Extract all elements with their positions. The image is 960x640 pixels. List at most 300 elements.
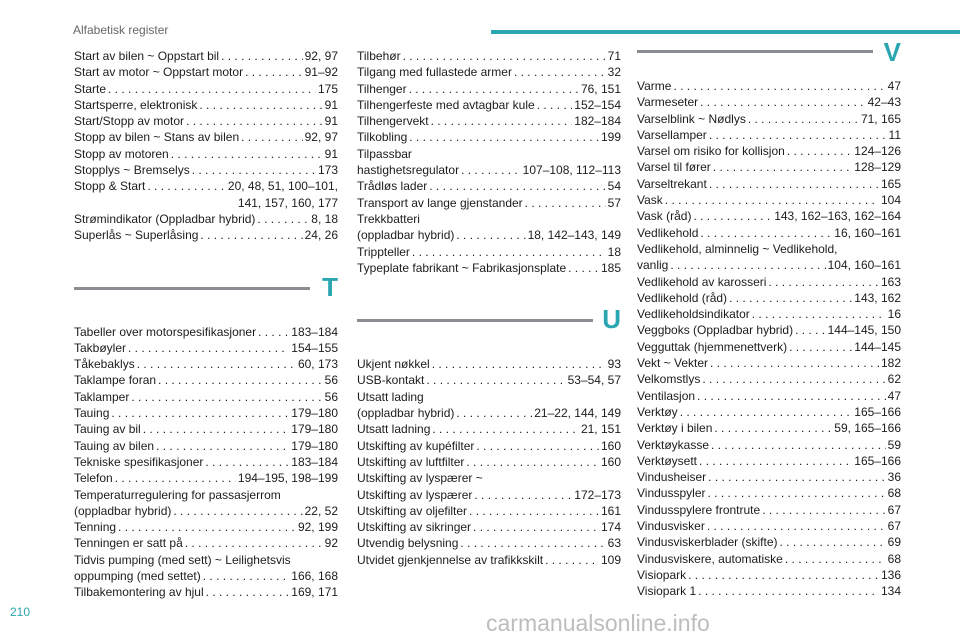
- index-entry: [74, 519, 338, 535]
- dot-leader: [199, 97, 322, 113]
- section-rule: [357, 319, 593, 322]
- entry-term: Tilhengervekt: [357, 114, 429, 129]
- index-entry: [637, 551, 901, 567]
- entry-pages: 182: [880, 356, 901, 371]
- index-entry: [357, 454, 621, 470]
- entry-pages: 18: [607, 244, 621, 259]
- entry-term: Telefon: [74, 471, 113, 486]
- dot-leader: [426, 372, 565, 388]
- entry-pages: 11: [888, 127, 901, 142]
- dot-leader: [710, 355, 879, 371]
- index-column-3: [637, 32, 901, 600]
- entry-pages: 36: [887, 470, 901, 485]
- index-entry: [357, 162, 621, 178]
- dot-leader: [203, 568, 290, 584]
- index-entry: [637, 437, 901, 453]
- entry-term: Utvidet gjenkjennelse av trafikkskilt: [357, 552, 544, 567]
- entry-pages: 69: [887, 535, 901, 550]
- index-entry: [74, 340, 338, 356]
- entry-term: Utsatt ladning: [357, 422, 431, 437]
- dot-leader: [707, 485, 885, 501]
- entry-term: Start av bilen ~ Oppstart bil: [74, 49, 220, 63]
- dot-leader: [688, 567, 879, 583]
- dot-leader: [795, 322, 826, 338]
- dot-leader: [709, 127, 887, 143]
- dot-leader: [514, 64, 606, 80]
- index-entry: [74, 356, 338, 372]
- index-entry: [637, 518, 901, 534]
- index-entry: [74, 146, 338, 162]
- index-entry: [637, 208, 901, 224]
- index-entry: [637, 404, 901, 420]
- index-entry: [637, 567, 901, 583]
- index-entry: [74, 438, 338, 454]
- index-entry: [357, 64, 621, 80]
- entry-term: Takbøyler: [74, 340, 127, 355]
- index-column-2: [357, 48, 621, 568]
- dot-leader: [699, 453, 852, 469]
- entry-pages: 71, 165: [860, 111, 901, 126]
- entry-term: Varme: [637, 79, 672, 93]
- dot-leader: [665, 192, 879, 208]
- entry-term: Starte: [74, 81, 107, 96]
- entry-pages: 160: [600, 454, 621, 469]
- section-letter: U: [602, 304, 621, 335]
- entry-pages: 16: [887, 307, 901, 322]
- dot-leader: [143, 421, 290, 437]
- dot-leader: [241, 129, 303, 145]
- entry-term: Vekt ~ Vekter: [637, 356, 709, 371]
- dot-leader: [173, 503, 302, 519]
- index-entry: [74, 372, 338, 388]
- entry-pages: 21, 151: [580, 422, 621, 437]
- entry-pages: 172–173: [574, 487, 621, 502]
- entry-term: Verktøy i bilen: [637, 421, 713, 436]
- entry-pages: 182–184: [574, 114, 621, 129]
- index-entry: [74, 389, 338, 405]
- entry-pages: 91: [324, 97, 338, 112]
- dot-leader: [403, 48, 606, 64]
- entry-pages: 109: [600, 552, 621, 567]
- entry-term: Tauing av bilen: [74, 438, 155, 453]
- dot-leader: [787, 143, 852, 159]
- dot-leader: [461, 162, 521, 178]
- index-entry: [357, 195, 621, 211]
- dot-leader: [409, 129, 599, 145]
- dot-leader: [713, 159, 852, 175]
- entry-term: hastighetsregulator: [357, 163, 460, 178]
- entry-term: Ventilasjon: [637, 388, 696, 403]
- index-entry: [637, 469, 901, 485]
- index-entry: [637, 485, 901, 501]
- index-list: [357, 48, 621, 276]
- entry-pages: 165–166: [854, 404, 901, 419]
- entry-pages: 57: [607, 195, 621, 210]
- entry-pages: 56: [324, 373, 338, 388]
- index-entry: [357, 405, 621, 421]
- entry-term: Visiopark 1: [637, 584, 697, 599]
- entry-pages: 47: [887, 388, 901, 403]
- index-entry: [357, 487, 621, 503]
- entry-term: vanlig: [637, 258, 669, 273]
- index-entry: [74, 405, 338, 421]
- section-letter: T: [322, 271, 338, 302]
- dot-leader: [752, 306, 886, 322]
- section-rule: [74, 287, 310, 290]
- dot-leader: [680, 404, 853, 420]
- index-entry: [637, 534, 901, 550]
- dot-leader: [469, 503, 599, 519]
- dot-leader: [432, 356, 606, 372]
- index-entry: [74, 211, 338, 227]
- index-entry: [357, 178, 621, 194]
- entry-term: Tenningen er satt på: [74, 536, 183, 551]
- entry-term: Tilbehør: [357, 49, 401, 63]
- entry-term: Tabeller over motorspesifikasjoner: [74, 324, 257, 339]
- index-list: [74, 48, 338, 244]
- entry-term: Taklampe foran: [74, 373, 157, 388]
- index-entry: [637, 453, 901, 469]
- entry-term: Startsperre, elektronisk: [74, 97, 198, 112]
- entry-term: Typeplate fabrikant ~ Fabrikasjonsplate: [357, 260, 567, 275]
- dot-leader: [476, 438, 599, 454]
- dot-leader: [158, 372, 323, 388]
- entry-term: Vindusviskere, automatiske: [637, 551, 783, 566]
- dot-leader: [131, 389, 322, 405]
- index-entry: [637, 143, 901, 159]
- dot-leader: [537, 97, 573, 113]
- entry-pages: 16, 160–161: [834, 225, 901, 240]
- entry-term: Vegguttak (hjemmenettverk): [637, 339, 788, 354]
- section-header-u: [357, 288, 621, 356]
- entry-term: (oppladbar hybrid): [357, 228, 455, 243]
- entry-pages: 107–108, 112–113: [522, 163, 621, 178]
- entry-pages: 143, 162–163, 162–164: [774, 209, 901, 224]
- index-entry: [74, 113, 338, 129]
- index-entry: [357, 244, 621, 260]
- index-entry: [74, 64, 338, 80]
- entry-term: Tåkebaklys: [74, 357, 135, 372]
- index-entry: [357, 48, 621, 64]
- entry-term: Vedlikehold av karosseri: [637, 274, 767, 289]
- index-entry: [357, 260, 621, 276]
- entry-term: Varmeseter: [637, 95, 699, 110]
- index-entry: [357, 227, 621, 243]
- entry-pages: 173: [317, 163, 338, 178]
- entry-term: Utvendig belysning: [357, 536, 459, 551]
- entry-term: Trådløs lader: [357, 179, 428, 194]
- entry-term: Tilgang med fullastede armer: [357, 65, 512, 80]
- dot-leader: [185, 535, 323, 551]
- dot-leader: [466, 454, 599, 470]
- entry-pages: 53–54, 57: [567, 373, 621, 388]
- entry-pages: 163: [880, 274, 901, 289]
- index-entry: [357, 97, 621, 113]
- dot-leader: [762, 502, 885, 518]
- index-entry: [74, 97, 338, 113]
- dot-leader: [525, 195, 606, 211]
- entry-term: Varselblink ~ Nødlys: [637, 111, 746, 126]
- index-entry: [637, 225, 901, 241]
- entry-term: Utskifting av luftfilter: [357, 454, 465, 469]
- entry-term: Vedlikeholdsindikator: [637, 307, 750, 322]
- entry-pages: 92, 199: [297, 520, 338, 535]
- dot-leader: [128, 340, 289, 356]
- index-entry: [74, 584, 338, 600]
- section-rule: [637, 50, 873, 53]
- entry-term: Verktøy: [637, 404, 678, 419]
- dot-leader: [702, 371, 885, 387]
- index-entry: [637, 306, 901, 322]
- entry-pages: 63: [607, 536, 621, 551]
- entry-pages: 59, 165–166: [834, 421, 901, 436]
- dot-leader: [186, 113, 323, 129]
- entry-pages: 179–180: [291, 406, 338, 421]
- entry-term: Taklamper: [74, 389, 130, 404]
- entry-pages: 179–180: [291, 422, 338, 437]
- entry-term: Start/Stopp av motor: [74, 114, 185, 129]
- entry-pages: 165–166: [854, 453, 901, 468]
- entry-pages: 174: [600, 520, 621, 535]
- index-entry: [74, 421, 338, 437]
- entry-term: Varsel til fører: [637, 160, 711, 175]
- dot-leader: [257, 211, 309, 227]
- entry-pages: 93: [607, 357, 621, 372]
- entry-term-line: Tidvis pumping (med sett) ~ Leilighetsvis: [74, 552, 291, 567]
- index-entry: [637, 78, 901, 94]
- index-list: [357, 356, 621, 568]
- index-entry: [357, 356, 621, 372]
- dot-leader: [729, 290, 852, 306]
- dot-leader: [673, 78, 885, 94]
- dot-leader: [221, 48, 303, 64]
- entry-term: Utskifting av lyspærer: [357, 487, 473, 502]
- dot-leader: [707, 518, 886, 534]
- entry-pages: 62: [887, 372, 901, 387]
- entry-pages: 175: [317, 81, 338, 96]
- index-entry: [637, 322, 901, 338]
- index-entry: [637, 420, 901, 436]
- entry-pages: 67: [887, 502, 901, 517]
- index-entry: [357, 535, 621, 551]
- entry-pages: 144–145: [854, 339, 901, 354]
- entry-pages: 59: [887, 437, 901, 452]
- entry-term: Tilbakemontering av hjul: [74, 585, 204, 600]
- entry-term: Stopp & Start: [74, 179, 146, 194]
- page-number: 210: [10, 605, 31, 619]
- index-entry: [637, 339, 901, 355]
- entry-pages: 143, 162: [854, 290, 901, 305]
- index-column-1: [74, 48, 338, 601]
- entry-term: Vindusviskerblader (skifte): [637, 535, 778, 550]
- index-entry: [74, 227, 338, 243]
- section-header-v: [637, 32, 901, 78]
- entry-term-line: Vedlikehold, alminnelig ~ Vedlikehold,: [637, 241, 838, 256]
- entry-pages: 22, 52: [304, 503, 338, 518]
- dot-leader: [709, 176, 879, 192]
- index-entry: [357, 81, 621, 97]
- entry-term: Tilhengerfeste med avtagbar kule: [357, 97, 535, 112]
- entry-term: Utskifting av sikringer: [357, 520, 472, 535]
- entry-pages: 18, 142–143, 149: [527, 228, 621, 243]
- entry-term-line: Utsatt lading: [357, 389, 424, 404]
- index-entry: [74, 503, 338, 519]
- index-entry: [637, 583, 901, 599]
- entry-term: Stopplys ~ Bremselys: [74, 163, 190, 178]
- entry-term: Trippteller: [357, 244, 410, 259]
- entry-pages: 166, 168: [291, 569, 338, 584]
- index-entry: [637, 371, 901, 387]
- entry-pages: 91–92: [304, 65, 338, 80]
- dot-leader: [156, 438, 289, 454]
- entry-term: Vedlikehold: [637, 225, 699, 240]
- entry-term: oppumping (med settet): [74, 569, 201, 584]
- entry-pages: 47: [887, 79, 901, 93]
- dot-leader: [115, 470, 236, 486]
- index-entry: [74, 178, 338, 194]
- dot-leader: [670, 257, 825, 273]
- entry-term: Vindusvisker: [637, 519, 705, 534]
- dot-leader: [714, 420, 832, 436]
- entry-pages: 21–22, 144, 149: [534, 406, 621, 421]
- entry-pages: 42–43: [867, 95, 901, 110]
- entry-pages: 194–195, 198–199: [237, 471, 338, 486]
- entry-term: Vask: [637, 193, 663, 208]
- dot-leader: [460, 535, 605, 551]
- index-entry: [74, 454, 338, 470]
- dot-leader: [698, 583, 879, 599]
- dot-leader: [431, 113, 573, 129]
- dot-leader: [245, 64, 303, 80]
- entry-pages: 67: [887, 519, 901, 534]
- entry-pages: 8, 18: [311, 211, 338, 226]
- entry-term: Utskifting av kupéfilter: [357, 438, 475, 453]
- dot-leader: [137, 356, 296, 372]
- dot-leader: [474, 487, 572, 503]
- entry-term: Tekniske spesifikasjoner: [74, 454, 204, 469]
- entry-term-line: Tilpassbar: [357, 146, 412, 161]
- index-list: [74, 324, 338, 601]
- section-header-t: [74, 256, 338, 324]
- index-entry: [357, 421, 621, 437]
- index-entry: [74, 162, 338, 178]
- dot-leader: [456, 227, 525, 243]
- index-entry: [74, 470, 338, 486]
- entry-term: Vindusspyler: [637, 486, 706, 501]
- index-entry: [637, 111, 901, 127]
- entry-term: Verktøykasse: [637, 437, 710, 452]
- index-entry: [74, 81, 338, 97]
- dot-leader: [700, 94, 865, 110]
- entry-term: Start av motor ~ Oppstart motor: [74, 65, 244, 80]
- entry-pages: 91: [324, 146, 338, 161]
- entry-pages: 183–184: [291, 454, 338, 469]
- entry-pages: 152–154: [574, 97, 621, 112]
- entry-term: Stopp av motoren: [74, 146, 169, 161]
- index-entry: [357, 113, 621, 129]
- dot-leader: [111, 405, 289, 421]
- dot-leader: [748, 111, 859, 127]
- index-entry: [637, 388, 901, 404]
- entry-pages: 68: [887, 486, 901, 501]
- dot-leader: [205, 454, 289, 470]
- entry-pages: 92: [324, 536, 338, 551]
- entry-pages: 161: [600, 503, 621, 518]
- entry-pages: 68: [887, 551, 901, 566]
- entry-term-line: Utskifting av lyspærer ~: [357, 471, 483, 486]
- entry-term: (oppladbar hybrid): [357, 406, 455, 421]
- entry-pages: 54: [607, 179, 621, 194]
- index-entry: [637, 192, 901, 208]
- index-entry: [637, 355, 901, 371]
- dot-leader: [171, 146, 323, 162]
- index-entry: [357, 438, 621, 454]
- entry-pages: 20, 48, 51, 100–101,: [227, 179, 338, 194]
- index-entry: [637, 502, 901, 518]
- entry-term: Visiopark: [637, 567, 687, 582]
- section-letter: V: [883, 37, 901, 67]
- dot-leader: [192, 162, 316, 178]
- dot-leader: [108, 81, 316, 97]
- entry-term: Vask (råd): [637, 209, 692, 224]
- index-entry: [74, 568, 338, 584]
- entry-pages: 128–129: [854, 160, 901, 175]
- dot-leader: [693, 208, 772, 224]
- entry-pages: 71: [607, 49, 621, 63]
- entry-pages: 104, 160–161: [827, 258, 901, 273]
- entry-pages: 76, 151: [580, 81, 621, 96]
- entry-term: Velkomstlys: [637, 372, 701, 387]
- entry-pages: 185: [600, 260, 621, 275]
- index-entry: [637, 159, 901, 175]
- entry-pages: 60, 173: [297, 357, 338, 372]
- entry-term: Stopp av bilen ~ Stans av bilen: [74, 130, 240, 145]
- index-entry: [637, 127, 901, 143]
- dot-leader: [789, 339, 852, 355]
- dot-leader: [785, 551, 886, 567]
- dot-leader: [768, 274, 879, 290]
- index-list: [637, 78, 901, 600]
- index-entry: [357, 552, 621, 568]
- entry-pages: 134: [880, 584, 901, 599]
- entry-term: Vindusheiser: [637, 470, 707, 485]
- dot-leader: [429, 178, 605, 194]
- watermark: carmanualsonline.info: [486, 610, 710, 636]
- entry-pages: 92, 97: [304, 130, 338, 145]
- dot-leader: [456, 405, 532, 421]
- entry-term: Varsel om risiko for kollisjon: [637, 144, 785, 159]
- dot-leader: [206, 584, 290, 600]
- entry-term: Vindusspylere frontrute: [637, 502, 761, 517]
- entry-pages: 91: [324, 114, 338, 129]
- dot-leader: [409, 81, 579, 97]
- dot-leader: [697, 388, 886, 404]
- entry-term: Varseltrekant: [637, 176, 707, 191]
- entry-term: Tilhenger: [357, 81, 407, 96]
- entry-term: Transport av lange gjenstander: [357, 195, 523, 210]
- index-entry: [357, 129, 621, 145]
- dot-leader: [258, 324, 289, 340]
- index-entry: [74, 324, 338, 340]
- entry-pages: 154–155: [291, 340, 338, 355]
- dot-leader: [147, 178, 226, 194]
- running-header: Alfabetisk register: [73, 23, 169, 37]
- dot-leader: [412, 244, 606, 260]
- entry-pages-continued: 141, 157, 160, 177: [237, 195, 338, 210]
- entry-pages: 160: [600, 438, 621, 453]
- entry-pages: 92, 97: [304, 49, 338, 63]
- entry-term: Veggboks (Oppladbar hybrid): [637, 323, 794, 338]
